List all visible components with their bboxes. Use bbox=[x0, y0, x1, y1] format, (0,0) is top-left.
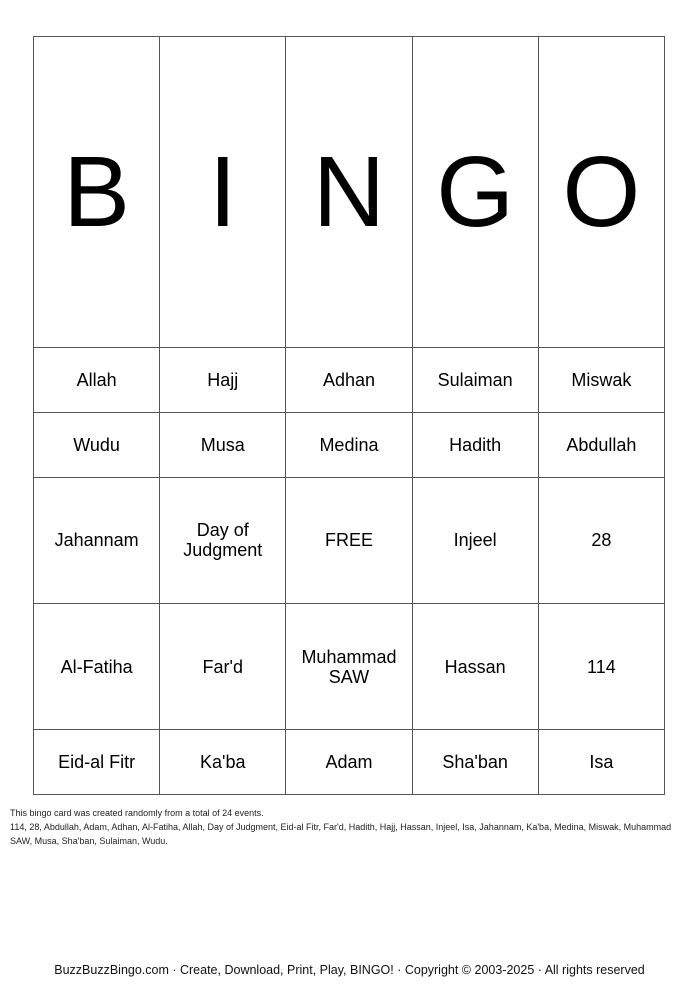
bingo-row bbox=[34, 477, 665, 603]
footer-copyright: BuzzBuzzBingo.com · Create, Download, Print, Play, BINGO! · Copyright © 2003-2025 · All rights reserved bbox=[54, 963, 645, 977]
bingo-cell: Sha'ban bbox=[412, 730, 538, 795]
bingo-cell: Muhammad SAW bbox=[286, 603, 412, 729]
card-info-summary: This bingo card was created randomly from a total of 24 events. bbox=[10, 808, 264, 818]
bingo-cell: Eid-al Fitr bbox=[34, 730, 160, 795]
bingo-cell: Injeel bbox=[412, 477, 538, 603]
bingo-cell: Musa bbox=[160, 412, 286, 477]
card-info-event-list: 114, 28, Abdullah, Adam, Adhan, Al-Fatiha, Allah, Day of Judgment, Eid-al Fitr, Far'd, Hadith, Hajj, Hassan, Injeel, Isa, Jahannam, Ka'ba, Medina, Miswak, Muhammad SAW, Musa, Sha'ban, Sulaiman, Wudu. bbox=[10, 822, 672, 846]
bingo-cell: Hajj bbox=[160, 348, 286, 413]
bingo-row bbox=[34, 730, 665, 795]
free-space-cell: FREE bbox=[286, 477, 412, 603]
bingo-row bbox=[34, 348, 665, 413]
bingo-row bbox=[34, 603, 665, 729]
bingo-cell: 28 bbox=[538, 477, 664, 603]
bingo-cell: 114 bbox=[538, 603, 664, 729]
bingo-cell: Jahannam bbox=[34, 477, 160, 603]
bingo-cell: Hassan bbox=[412, 603, 538, 729]
bingo-card bbox=[33, 36, 665, 795]
bingo-cell: Al-Fatiha bbox=[34, 603, 160, 729]
bingo-header-row bbox=[34, 37, 665, 348]
bingo-cell: Hadith bbox=[412, 412, 538, 477]
bingo-row bbox=[34, 412, 665, 477]
bingo-cell: Ka'ba bbox=[160, 730, 286, 795]
bingo-cell: Miswak bbox=[538, 348, 664, 413]
bingo-cell: Far'd bbox=[160, 603, 286, 729]
card-info bbox=[10, 806, 690, 848]
header-letter-n: N bbox=[286, 37, 412, 348]
header-letter-o: O bbox=[538, 37, 664, 348]
bingo-cell: Sulaiman bbox=[412, 348, 538, 413]
bingo-cell: Wudu bbox=[34, 412, 160, 477]
bingo-cell: Day of Judgment bbox=[160, 477, 286, 603]
bingo-cell: Allah bbox=[34, 348, 160, 413]
bingo-cell: Isa bbox=[538, 730, 664, 795]
bingo-cell: Abdullah bbox=[538, 412, 664, 477]
header-letter-g: G bbox=[412, 37, 538, 348]
bingo-cell: Adam bbox=[286, 730, 412, 795]
bingo-cell: Adhan bbox=[286, 348, 412, 413]
header-letter-b: B bbox=[34, 37, 160, 348]
bingo-cell: Medina bbox=[286, 412, 412, 477]
header-letter-i: I bbox=[160, 37, 286, 348]
